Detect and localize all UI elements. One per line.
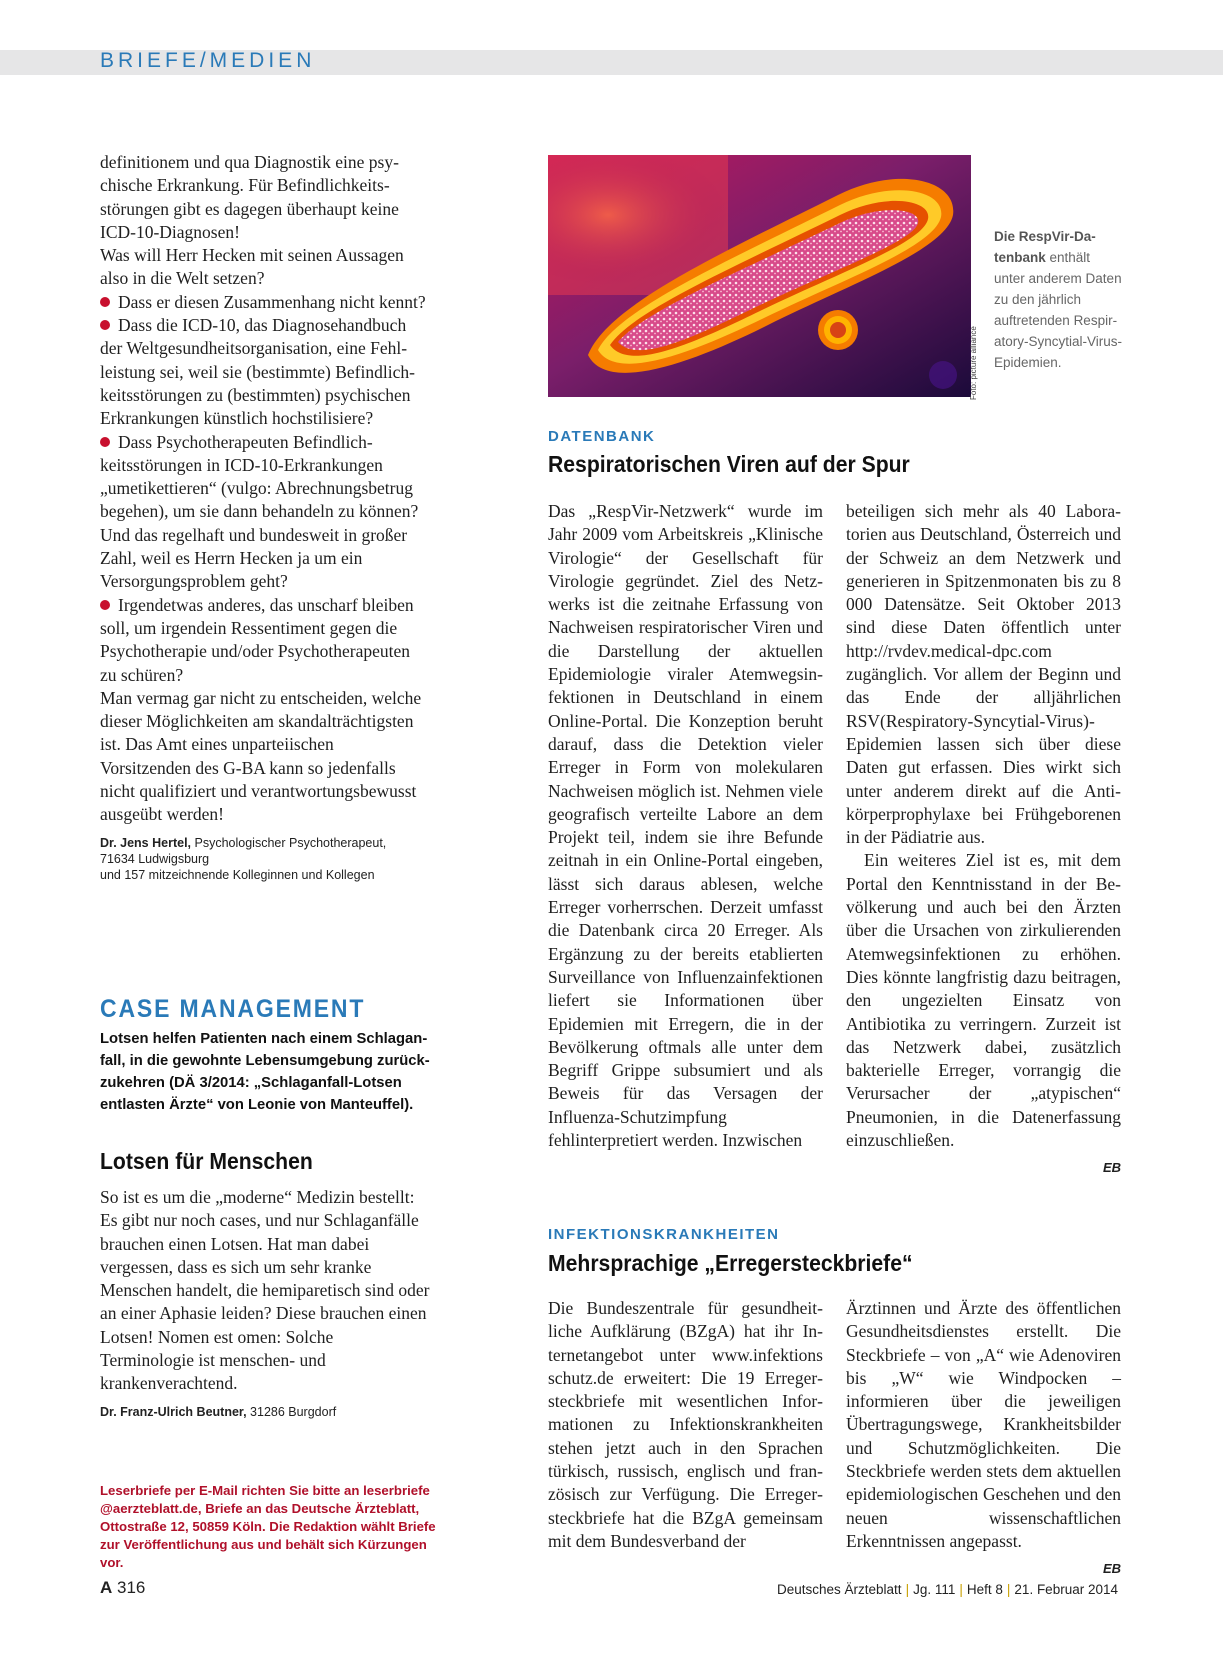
article1-text: Ein weiteres Ziel ist es, mit dem Portal den Kenntnisstand in der Bevölkerung und auch bei den Ärzten über die Ursachen von zirkulierenden Atemwegsinfektionen zu erhöhen. Dies könnte langfristig dazu beitragen, den ungezielten Einsatz von Antibiotika zu verringern. Zurzeit ist das Netzwerk dabei, zusätzlich bakterielle Erreger, vorrangig die Verursacher der „atypischen“ Pneumonien, in die Datenerfassung einzuschließen.: [846, 850, 1121, 1151]
article2-text: Ärztinnen und Ärzte des öffentlichen Gesundheitsdienstes erstellt. Die Steckbriefe – von „A“ wie Adenoviren bis „W“ wie Windpocken – informieren über die jeweiligen Übertragungswege, Krankheitsbilder und Schutzmöglichkeiten. Die Steckbriefe werden stets dem aktuellen epidemiologischen Geschehen und den neuen wissenschaftlichen Erkenntnissen angepasst.: [846, 1298, 1121, 1551]
lotsen-signature: Dr. Franz-Ulrich Beutner, 31286 Burgdorf: [100, 1404, 337, 1419]
separator: |: [1006, 1582, 1011, 1597]
letter-bullet: Dass er diesen Zusammenhang nicht kennt?: [100, 291, 428, 314]
separator: |: [959, 1582, 963, 1597]
article2-author: EB: [1102, 1561, 1121, 1577]
bullet-icon: [100, 320, 110, 330]
bullet-icon: [100, 297, 110, 307]
letter-column: [100, 151, 428, 883]
reader-letter-notice: Leserbriefe per E-Mail richten Sie bitte an leserbriefe @aerzteblatt.de, Briefe an das Deutsche Ärzteblatt, Ottostraße 12, 50859 Köln. Die Redaktion wählt Briefe zur Veröffentlichung aus und behält sich Kürzungen vor.: [100, 1483, 436, 1570]
letter-bullet: Dass die ICD-10, das Diagnosehandbuch der Weltgesundheitsorganisation, eine Fehlleistung sei, weil sie (bestimmte) Befindlichkeitsstörungen zu (bestimmten) psychischen Erkrankungen künstlich hochstilisiere?: [100, 315, 415, 429]
article1-column-2: [846, 500, 1121, 1180]
bullet-icon: [100, 437, 110, 447]
section-title: BRIEFE/MEDIEN: [100, 49, 316, 72]
case-management-kicker: CASE MANAGEMENT: [100, 995, 366, 1023]
bullet-icon: [100, 600, 110, 610]
photo-caption: Die RespVir-Datenbank enthält unter anderem Daten zu den jährlich auftretenden Respiratory-Syncytial-Virus-Epidemien.: [994, 229, 1123, 370]
article2-kicker: INFEKTIONSKRANKHEITEN: [548, 1226, 780, 1243]
article1-column-1: [548, 500, 823, 1152]
article2-headline: Mehrsprachige „Erregersteckbriefe“: [548, 1250, 913, 1276]
letter-bullet: Irgendetwas anderes, das unscharf bleiben soll, um irgendein Ressentiment gegen die Psychotherapie und/oder Psychotherapeuten zu schüren?: [100, 594, 414, 685]
letter-signature: Dr. Jens Hertel, Psychologischer Psychotherapeut, 71634 Ludwigsburg und 157 mitzeichnende Kolleginnen und Kollegen: [100, 835, 387, 882]
article2-text: Die Bundeszentrale für gesundheitliche Aufklärung (BZgA) hat ihr Internetangebot unter www.infektions schutz.de erweitert: Die 19 Erregersteckbriefe mit wesentlichen Informationen zu Infektionskrankheiten stehen jetzt auch in den Sprachen türkisch, russisch, englisch und französisch zur Verfügung. Die Erregersteckbriefe hat die BZgA gemeinsam mit dem Bundesverband der: [548, 1298, 823, 1551]
article1-kicker: DATENBANK: [548, 428, 656, 445]
footer-issue: Heft 8: [966, 1582, 1003, 1597]
lotsen-body: So ist es um die „moderne“ Medizin bestellt: Es gibt nur noch cases, und nur Schlaganfälle brauchen einen Lotsen. Hat man dabei vergessen, dass es sich um sehr kranke Menschen handelt, die hemiparetisch sind oder an einer Aphasie leiden? Diese brauchen einen Lotsen! Nomen est omen: Solche Terminologie ist menschen- und krankenverachtend.: [100, 1187, 430, 1394]
letter-bullet: Dass Psychotherapeuten Befindlichkeitsstörungen in ICD-10-Erkrankungen „umetikettieren“ (vulgo: Abrechnungsbetrug begehen), um sie dann behandeln zu können? Und das regelhaft und bundesweit in großer Zahl, weil es Herrn Hecken ja um ein Versorgungsproblem geht?: [100, 431, 419, 592]
letter-paragraph: definitionem und qua Diagnostik eine psychische Erkrankung. Für Befindlichkeitsstörungen gibt es dagegen überhaupt keine ICD-10-Diagnosen!: [100, 152, 399, 242]
separator: |: [905, 1582, 910, 1597]
page-number: A 316: [100, 1578, 146, 1597]
footer-journal: Deutsches Ärzteblatt: [777, 1582, 902, 1597]
case-intro: Lotsen helfen Patienten nach einem Schlaganfall, in die gewohnte Lebensumgebung zurückzukehren (DÄ 3/2014: „Schlaganfall-Lotsen entlasten Ärzte“ von Leonie von Manteuffel).: [100, 1031, 430, 1113]
article1-text: beteiligen sich mehr als 40 Laboratorien aus Deutschland, Österreich und der Schweiz an dem Netzwerk und generieren in Spitzenmonaten bis zu 8 000 Datensätze. Seit Oktober 2013 sind diese Daten öffentlich unter http://rvdev.medical-dpc.com zugänglich. Vor allem der Beginn und das Ende der alljährlichen RSV(Respiratory-Syncytial-Virus)-Epidemien lassen sich über diese Daten gut erfassen. Dies wirkt sich unter anderem direkt auf die Antikörperprophylaxe bei Frühgeborenen in der Pädiatrie aus.: [846, 501, 1121, 848]
footer-volume: Jg. 111: [913, 1582, 956, 1597]
letter-closing: Man vermag gar nicht zu entscheiden, welche dieser Möglichkeiten am skandalträchtigsten ist. Das Amt eines unparteiischen Vorsitzenden des G-BA kann so jedenfalls nicht qualifiziert und verantwortungsbewusst ausgeübt werden!: [100, 687, 422, 825]
article2-column-2: [846, 1297, 1121, 1581]
lotsen-letter: [100, 1186, 430, 1420]
virus-micrograph-image: [548, 155, 971, 397]
virus-photo: [548, 155, 971, 397]
photo-credit: Foto: picture alliance: [969, 326, 978, 400]
article1-headline: Respiratorischen Viren auf der Spur: [548, 451, 910, 477]
article1-text: Das „RespVir-Netzwerk“ wurde im Jahr 2009 vom Arbeitskreis „Klinische Virologie“ der Gesellschaft für Virologie gegründet. Ziel des Netzwerks ist die zeitnahe Erfassung von Nachweisen respiratorischer Viren und die Darstellung der aktuellen Epidemiologie viraler Atemwegsinfektionen in Deutschland in einem Online-Portal. Die Konzeption beruht darauf, dass die Detektion vieler Erreger in Form von molekularen Nachweisen möglich ist. Nehmen viele geografisch verteilte Labore an dem Projekt teil, indem sie ihre Befunde zeitnah in ein Online-Portal eingeben, lässt sich daraus ablesen, welche Erreger vorherrschen. Derzeit umfasst die Datenbank circa 20 Erreger. Als Ergänzung zu der bereits etablierten Surveillance von Influenzainfektionen liefert sie Informationen über Epidemien mit Erregern, die in der Bevölkerung oftmals alle unter dem Begriff Grippe subsumiert und als Beweis für das Versagen der Influenza-Schutzimpfung fehlinterpretiert werden. Inzwischen: [548, 501, 823, 1151]
footer-meta: [777, 1582, 1118, 1597]
letter-paragraph: Was will Herr Hecken mit seinen Aussagen also in die Welt setzen?: [100, 245, 404, 289]
article2-column-1: [548, 1297, 823, 1553]
footer-date: 21. Februar 2014: [1014, 1582, 1118, 1597]
article1-author: EB: [1102, 1160, 1121, 1176]
lotsen-headline: Lotsen für Menschen: [100, 1148, 313, 1174]
